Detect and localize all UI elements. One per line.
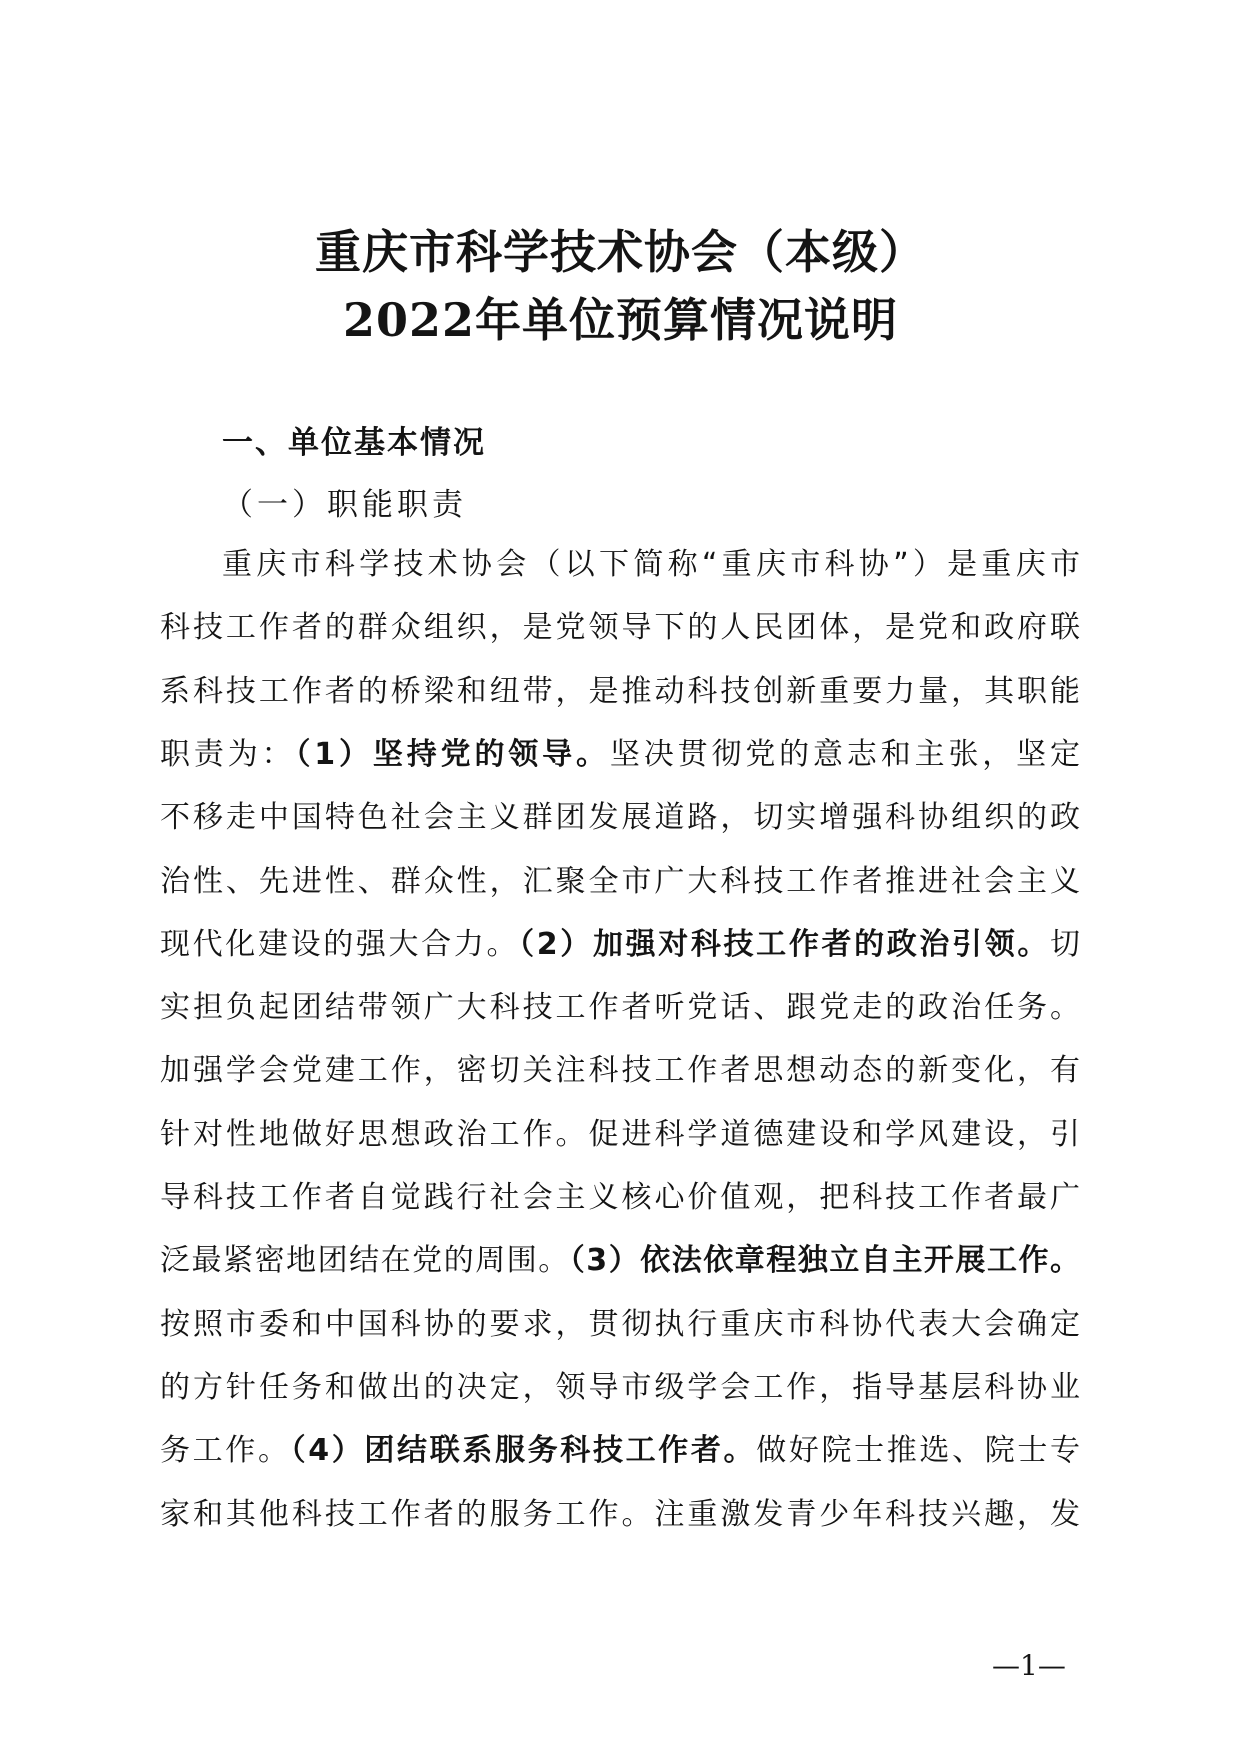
body-bold-segment: （2）加强对科技工作者的政治引领。: [519, 926, 1051, 962]
body-segment: 坚决贯彻党的意志和主张，坚定: [609, 736, 1080, 772]
page-number: —1—: [992, 1649, 1066, 1682]
body-segment: 现代化建设的强大合力。: [160, 926, 520, 962]
body-line: [160, 667, 1080, 717]
body-segment: 针对性地做好思想政治工作。促进科学道德建设和学风建设，引: [160, 1116, 1080, 1152]
body-segment: 职责为：: [160, 736, 296, 772]
body-line: [160, 1426, 1080, 1476]
body-line: [160, 1173, 1080, 1223]
body-segment: 务工作。: [160, 1433, 291, 1469]
body-segment: 切: [1050, 926, 1080, 962]
body-line: [160, 730, 1080, 780]
body-line: [160, 793, 1080, 843]
body-line: [222, 540, 1080, 590]
body-line: [160, 983, 1080, 1033]
body-bold-segment: （1）坚持党的领导。: [295, 736, 610, 772]
body-segment: 泛最紧密地团结在党的周围。: [160, 1243, 570, 1279]
body-bold-segment: （4）团结联系服务科技工作者。: [290, 1433, 757, 1469]
body-line: [160, 1300, 1080, 1350]
body-segment: 的方针任务和做出的决定，领导市级学会工作，指导基层科协业: [160, 1369, 1080, 1405]
body-segment: 做好院士推选、院士专: [756, 1433, 1080, 1469]
body-segment: 不移走中国特色社会主义群团发展道路，切实增强科协组织的政: [160, 800, 1080, 836]
body-segment: 科技工作者的群众组织，是党领导下的人民团体，是党和政府联: [160, 610, 1080, 646]
body-line: [160, 1490, 1080, 1540]
section-heading: 一、单位基本情况: [222, 425, 486, 461]
body-segment: 家和其他科技工作者的服务工作。注重激发青少年科技兴趣，发: [160, 1496, 1080, 1532]
document-title-line2: 2022年单位预算情况说明: [342, 293, 899, 347]
body-line: [160, 1046, 1080, 1096]
body-line: [160, 1363, 1080, 1413]
body-segment: 治性、先进性、群众性，汇聚全市广大科技工作者推进社会主义: [160, 863, 1080, 899]
document-title-line1: 重庆市科学技术协会（本级）: [315, 225, 926, 279]
body-segment: 实担负起团结带领广大科技工作者听党话、跟党走的政治任务。: [160, 990, 1080, 1026]
body-line: [160, 1110, 1080, 1160]
body-segment: 系科技工作者的桥梁和纽带，是推动科技创新重要力量，其职能: [160, 673, 1080, 709]
body-segment: 加强学会党建工作，密切关注科技工作者思想动态的新变化，有: [160, 1053, 1080, 1089]
body-line: [160, 920, 1080, 970]
body-bold-segment: （3）依法依章程独立自主开展工作。: [569, 1243, 1080, 1279]
body-segment: 重庆市科学技术协会（以下简称“重庆市科协”）是重庆市: [222, 547, 1080, 582]
body-line: [160, 857, 1080, 907]
body-line: [160, 1236, 1080, 1286]
subsection-heading: （一）职能职责: [222, 487, 467, 523]
body-line: [160, 603, 1080, 653]
body-segment: 按照市委和中国科协的要求，贯彻执行重庆市科协代表大会确定: [160, 1306, 1080, 1342]
body-segment: 导科技工作者自觉践行社会主义核心价值观，把科技工作者最广: [160, 1180, 1080, 1215]
